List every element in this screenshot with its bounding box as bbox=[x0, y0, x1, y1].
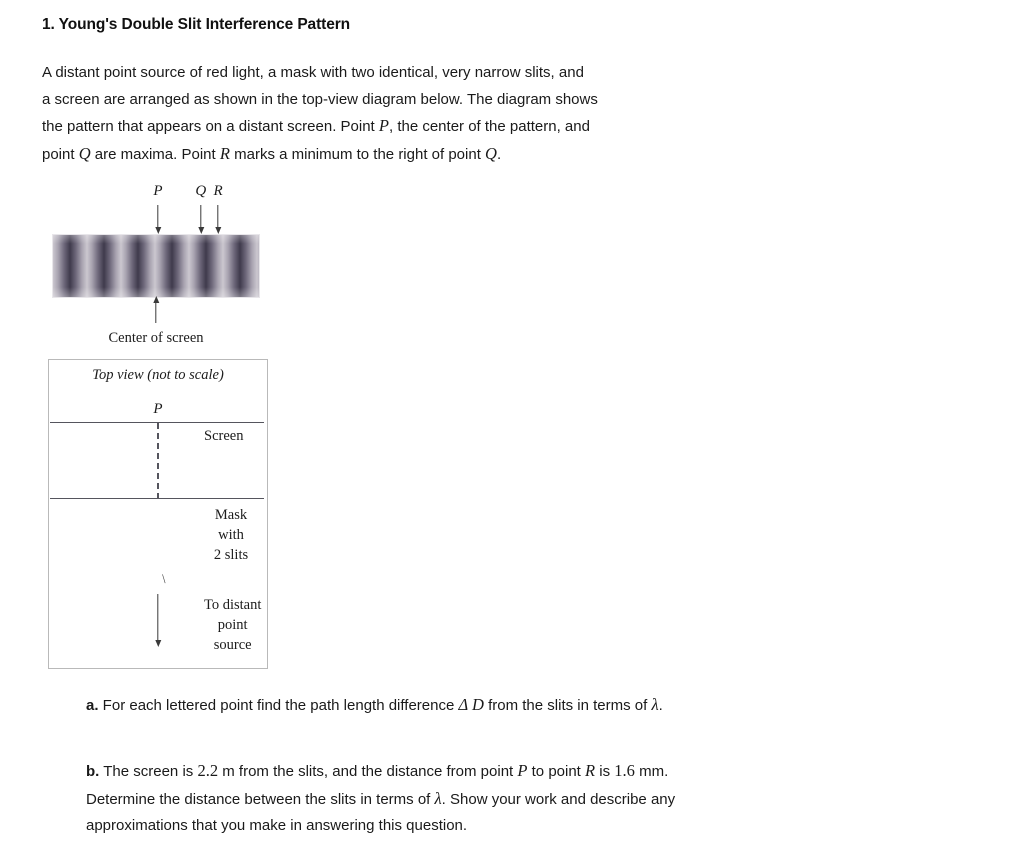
point-p-symbol: P bbox=[378, 116, 389, 135]
intro-line-1: A distant point source of red light, a mask with two identical, very narrow slits, and bbox=[42, 64, 584, 81]
fringe-vignette bbox=[53, 235, 259, 297]
screen-label: Screen bbox=[204, 428, 244, 444]
point-arrow-p bbox=[157, 205, 158, 229]
point-arrow-r bbox=[217, 205, 218, 229]
point-label-r: R bbox=[213, 183, 223, 199]
lambda-symbol-b: λ bbox=[434, 788, 442, 808]
intro-line-3-text: the pattern that appears on a distant screen. Point bbox=[42, 118, 379, 135]
point-r-symbol: R bbox=[219, 143, 230, 163]
question-part-a bbox=[86, 692, 696, 720]
point-label-q: Q bbox=[195, 183, 207, 199]
part-a-text-2: from the slits in terms of bbox=[483, 697, 652, 714]
top-view-point-p-label: P bbox=[153, 401, 163, 417]
point-label-p: P bbox=[153, 183, 163, 199]
intro-line-4-mid2: marks a minimum to the right of point bbox=[229, 145, 486, 163]
point-q-symbol: Q bbox=[78, 143, 91, 163]
part-b-text-1: The screen is bbox=[99, 763, 198, 780]
intro-line-4-text: point bbox=[42, 145, 79, 163]
point-q-symbol-2: Q bbox=[485, 143, 497, 163]
intro-line-3-tail: , the center of the pattern, and bbox=[388, 118, 590, 135]
question-part-b bbox=[86, 758, 696, 840]
lambda-symbol-a: λ bbox=[651, 695, 659, 714]
incoming-light-arrow-icon bbox=[157, 594, 158, 642]
part-b-text-5: mm. Determine the distance between the slits in terms of bbox=[86, 763, 669, 808]
page-title: 1. Young's Double Slit Interference Pattern bbox=[42, 16, 351, 33]
top-view-diagram bbox=[48, 359, 268, 669]
center-of-screen-label: Center of screen bbox=[108, 330, 204, 346]
source-label bbox=[204, 595, 261, 655]
part-b-text-3: to point bbox=[527, 763, 586, 780]
top-view-title: Top view (not to scale) bbox=[92, 367, 224, 383]
slit-tick-mark-icon: \ bbox=[161, 570, 166, 587]
part-b-text-6: . Show your work and describe any approximations that you make in answering this question. bbox=[86, 790, 676, 834]
part-b-point-r: R bbox=[585, 761, 596, 780]
part-a-text-1: For each lettered point find the path length difference bbox=[98, 697, 459, 714]
delta-d-symbol: Δ D bbox=[458, 695, 484, 714]
intro-line-2: a screen are arranged as shown in the top-view diagram below. The diagram shows bbox=[42, 90, 598, 108]
pr-distance-value: 1.6 bbox=[614, 761, 635, 780]
screen-distance-value: 2.2 bbox=[197, 761, 219, 780]
part-b-text-4: is bbox=[595, 763, 615, 780]
interference-pattern-figure bbox=[53, 183, 263, 353]
mask-label bbox=[214, 505, 248, 565]
mask-line bbox=[50, 498, 264, 499]
mask-label-line-1: Mask bbox=[214, 507, 248, 523]
problem-statement bbox=[42, 60, 702, 168]
part-a-text-3: . bbox=[658, 697, 663, 714]
source-label-line-1: To distant bbox=[204, 597, 262, 613]
part-b-point-p: P bbox=[517, 761, 528, 780]
mask-label-line-3: 2 slits bbox=[213, 547, 249, 563]
center-of-screen-arrow-icon bbox=[155, 301, 156, 323]
mask-label-line-2: with bbox=[218, 527, 244, 543]
source-label-line-3: source bbox=[213, 637, 252, 653]
part-b-letter: b. bbox=[86, 763, 100, 780]
part-a-letter: a. bbox=[86, 697, 99, 714]
point-arrow-q bbox=[200, 205, 201, 229]
optical-axis-dashed-line bbox=[157, 423, 159, 499]
fringe-pattern-image bbox=[53, 235, 259, 297]
point-marker-group bbox=[53, 183, 263, 213]
part-b-text-2: m from the slits, and the distance from point bbox=[218, 763, 518, 780]
intro-line-4-mid: are maxima. Point bbox=[90, 145, 220, 163]
source-label-line-2: point bbox=[217, 617, 248, 633]
intro-line-4-tail: . bbox=[496, 145, 502, 163]
